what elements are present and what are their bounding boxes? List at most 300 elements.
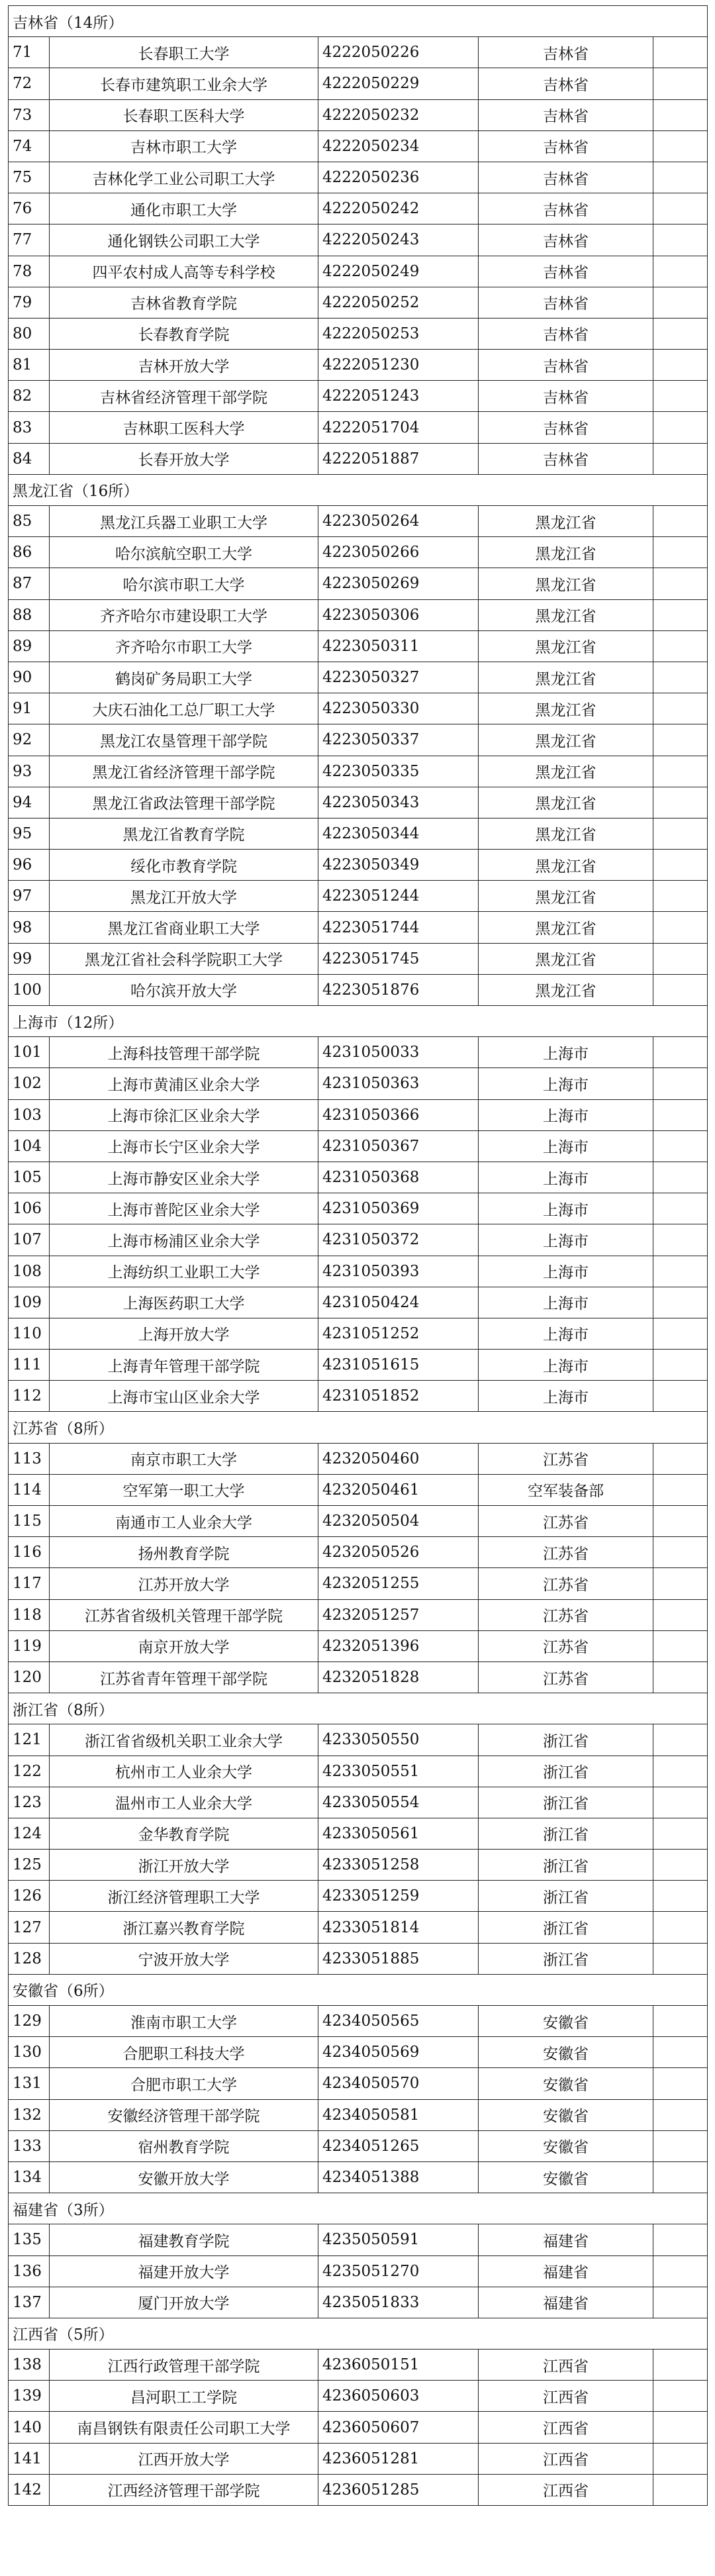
institution-code-cell: 4232051396 xyxy=(318,1630,479,1661)
region-cell: 黑龙江省 xyxy=(479,881,653,912)
table-row xyxy=(9,693,708,724)
row-number-cell: 100 xyxy=(9,974,50,1005)
region-cell: 安徽省 xyxy=(479,2037,653,2068)
note-cell xyxy=(653,1912,708,1943)
institution-code-cell: 4231051852 xyxy=(318,1381,479,1412)
note-cell xyxy=(653,2255,708,2287)
institution-code-cell: 4222050232 xyxy=(318,99,479,130)
institution-code-cell: 4231050372 xyxy=(318,1224,479,1256)
table-row xyxy=(9,1287,708,1318)
table-row xyxy=(9,1630,708,1661)
institution-name-cell: 江西行政管理干部学院 xyxy=(50,2350,318,2381)
row-number-cell: 128 xyxy=(9,1943,50,1974)
table-row xyxy=(9,662,708,693)
region-cell: 吉林省 xyxy=(479,318,653,349)
institution-code-cell: 4222050226 xyxy=(318,37,479,68)
note-cell xyxy=(653,1630,708,1661)
section-title: 浙江省（8所） xyxy=(9,1693,708,1724)
institution-name-cell: 江西开放大学 xyxy=(50,2443,318,2474)
row-number-cell: 115 xyxy=(9,1506,50,1537)
region-cell: 浙江省 xyxy=(479,1850,653,1881)
table-row xyxy=(9,1912,708,1943)
institution-code-cell: 4222050249 xyxy=(318,256,479,287)
region-cell: 浙江省 xyxy=(479,1943,653,1974)
note-cell xyxy=(653,2350,708,2381)
row-number-cell: 83 xyxy=(9,412,50,443)
region-cell: 江西省 xyxy=(479,2443,653,2474)
institution-code-cell: 4231050366 xyxy=(318,1099,479,1130)
row-number-cell: 126 xyxy=(9,1881,50,1912)
institution-code-cell: 4223050311 xyxy=(318,630,479,662)
row-number-cell: 120 xyxy=(9,1661,50,1693)
note-cell xyxy=(653,193,708,224)
institution-code-cell: 4234051265 xyxy=(318,2130,479,2161)
table-row xyxy=(9,850,708,881)
region-cell: 黑龙江省 xyxy=(479,599,653,630)
row-number-cell: 82 xyxy=(9,381,50,412)
table-row xyxy=(9,506,708,537)
institution-code-cell: 4223050337 xyxy=(318,724,479,756)
institution-name-cell: 厦门开放大学 xyxy=(50,2287,318,2318)
table-row xyxy=(9,318,708,349)
row-number-cell: 134 xyxy=(9,2161,50,2193)
row-number-cell: 132 xyxy=(9,2099,50,2130)
section-title: 安徽省（6所） xyxy=(9,1974,708,2005)
institution-code-cell: 4231050424 xyxy=(318,1287,479,1318)
table-row xyxy=(9,256,708,287)
row-number-cell: 123 xyxy=(9,1787,50,1818)
row-number-cell: 79 xyxy=(9,287,50,318)
note-cell xyxy=(653,1099,708,1130)
table-row xyxy=(9,2068,708,2099)
table-row xyxy=(9,2412,708,2443)
region-cell: 安徽省 xyxy=(479,2130,653,2161)
region-cell: 吉林省 xyxy=(479,37,653,68)
institution-name-cell: 长春教育学院 xyxy=(50,318,318,349)
region-cell: 浙江省 xyxy=(479,1912,653,1943)
institution-name-cell: 宁波开放大学 xyxy=(50,1943,318,1974)
institution-code-cell: 4222050252 xyxy=(318,287,479,318)
region-cell: 上海市 xyxy=(479,1287,653,1318)
region-cell: 吉林省 xyxy=(479,443,653,474)
note-cell xyxy=(653,224,708,256)
region-cell: 黑龙江省 xyxy=(479,537,653,568)
institution-name-cell: 哈尔滨航空职工大学 xyxy=(50,537,318,568)
note-cell xyxy=(653,256,708,287)
region-cell: 福建省 xyxy=(479,2224,653,2255)
institution-name-cell: 杭州市工人业余大学 xyxy=(50,1756,318,1787)
note-cell xyxy=(653,443,708,474)
note-cell xyxy=(653,1193,708,1224)
row-number-cell: 81 xyxy=(9,350,50,381)
institution-name-cell: 上海青年管理干部学院 xyxy=(50,1350,318,1381)
note-cell xyxy=(653,756,708,787)
row-number-cell: 113 xyxy=(9,1443,50,1474)
note-cell xyxy=(653,850,708,881)
region-cell: 浙江省 xyxy=(479,1787,653,1818)
row-number-cell: 94 xyxy=(9,787,50,818)
region-cell: 黑龙江省 xyxy=(479,912,653,943)
row-number-cell: 106 xyxy=(9,1193,50,1224)
institution-name-cell: 长春开放大学 xyxy=(50,443,318,474)
row-number-cell: 72 xyxy=(9,68,50,99)
table-row xyxy=(9,1787,708,1818)
institution-code-cell: 4231050368 xyxy=(318,1162,479,1193)
row-number-cell: 74 xyxy=(9,130,50,162)
region-cell: 上海市 xyxy=(479,1318,653,1349)
region-cell: 吉林省 xyxy=(479,381,653,412)
row-number-cell: 129 xyxy=(9,2006,50,2037)
institution-code-cell: 4223050330 xyxy=(318,693,479,724)
section-header-row xyxy=(9,2318,708,2349)
note-cell xyxy=(653,2006,708,2037)
institution-name-cell: 上海市徐汇区业余大学 xyxy=(50,1099,318,1130)
institution-code-cell: 4232051257 xyxy=(318,1599,479,1630)
region-cell: 吉林省 xyxy=(479,224,653,256)
note-cell xyxy=(653,350,708,381)
note-cell xyxy=(653,1350,708,1381)
institution-name-cell: 上海市静安区业余大学 xyxy=(50,1162,318,1193)
institution-name-cell: 福建教育学院 xyxy=(50,2224,318,2255)
table-row xyxy=(9,2381,708,2412)
institution-code-cell: 4222050229 xyxy=(318,68,479,99)
region-cell: 黑龙江省 xyxy=(479,662,653,693)
region-cell: 上海市 xyxy=(479,1381,653,1412)
row-number-cell: 110 xyxy=(9,1318,50,1349)
institution-code-cell: 4223051744 xyxy=(318,912,479,943)
row-number-cell: 84 xyxy=(9,443,50,474)
table-row xyxy=(9,287,708,318)
institution-code-cell: 4223050306 xyxy=(318,599,479,630)
institution-code-cell: 4233050554 xyxy=(318,1787,479,1818)
region-cell: 吉林省 xyxy=(479,162,653,193)
region-cell: 江西省 xyxy=(479,2474,653,2505)
institution-code-cell: 4222050243 xyxy=(318,224,479,256)
note-cell xyxy=(653,662,708,693)
table-row xyxy=(9,1224,708,1256)
institution-name-cell: 扬州教育学院 xyxy=(50,1537,318,1568)
institution-name-cell: 江苏省省级机关管理干部学院 xyxy=(50,1599,318,1630)
table-row xyxy=(9,1943,708,1974)
institution-code-cell: 4232051828 xyxy=(318,1661,479,1693)
institution-code-cell: 4232050504 xyxy=(318,1506,479,1537)
institution-name-cell: 吉林市职工大学 xyxy=(50,130,318,162)
note-cell xyxy=(653,1787,708,1818)
institution-code-cell: 4233050550 xyxy=(318,1724,479,1756)
note-cell xyxy=(653,1724,708,1756)
region-cell: 黑龙江省 xyxy=(479,787,653,818)
table-row xyxy=(9,130,708,162)
institution-code-cell: 4233051814 xyxy=(318,1912,479,1943)
note-cell xyxy=(653,2099,708,2130)
row-number-cell: 102 xyxy=(9,1068,50,1099)
row-number-cell: 93 xyxy=(9,756,50,787)
row-number-cell: 80 xyxy=(9,318,50,349)
section-header-row xyxy=(9,1693,708,1724)
note-cell xyxy=(653,506,708,537)
region-cell: 浙江省 xyxy=(479,1818,653,1849)
row-number-cell: 77 xyxy=(9,224,50,256)
row-number-cell: 136 xyxy=(9,2255,50,2287)
institution-name-cell: 宿州教育学院 xyxy=(50,2130,318,2161)
region-cell: 福建省 xyxy=(479,2287,653,2318)
table-row xyxy=(9,2130,708,2161)
table-row xyxy=(9,2037,708,2068)
region-cell: 安徽省 xyxy=(479,2099,653,2130)
region-cell: 安徽省 xyxy=(479,2068,653,2099)
region-cell: 上海市 xyxy=(479,1350,653,1381)
region-cell: 黑龙江省 xyxy=(479,568,653,599)
institution-name-cell: 福建开放大学 xyxy=(50,2255,318,2287)
institution-name-cell: 上海市长宁区业余大学 xyxy=(50,1130,318,1162)
row-number-cell: 117 xyxy=(9,1568,50,1599)
institution-code-cell: 4222050242 xyxy=(318,193,479,224)
note-cell xyxy=(653,1881,708,1912)
institution-name-cell: 上海医药职工大学 xyxy=(50,1287,318,1318)
note-cell xyxy=(653,2130,708,2161)
table-row xyxy=(9,2350,708,2381)
row-number-cell: 73 xyxy=(9,99,50,130)
institution-name-cell: 四平农村成人高等专科学校 xyxy=(50,256,318,287)
institution-code-cell: 4223050343 xyxy=(318,787,479,818)
row-number-cell: 127 xyxy=(9,1912,50,1943)
institution-code-cell: 4233051258 xyxy=(318,1850,479,1881)
note-cell xyxy=(653,1068,708,1099)
table-row xyxy=(9,1568,708,1599)
row-number-cell: 107 xyxy=(9,1224,50,1256)
institution-code-cell: 4231050363 xyxy=(318,1068,479,1099)
region-cell: 吉林省 xyxy=(479,99,653,130)
institution-name-cell: 黑龙江省商业职工大学 xyxy=(50,912,318,943)
section-title: 福建省（3所） xyxy=(9,2193,708,2224)
row-number-cell: 116 xyxy=(9,1537,50,1568)
table-row xyxy=(9,224,708,256)
region-cell: 黑龙江省 xyxy=(479,724,653,756)
table-row xyxy=(9,537,708,568)
row-number-cell: 130 xyxy=(9,2037,50,2068)
institution-code-cell: 4222050236 xyxy=(318,162,479,193)
section-title: 黑龙江省（16所） xyxy=(9,474,708,505)
institution-name-cell: 黑龙江省社会科学院职工大学 xyxy=(50,943,318,974)
row-number-cell: 108 xyxy=(9,1256,50,1287)
table-row xyxy=(9,162,708,193)
table-row xyxy=(9,1381,708,1412)
table-row xyxy=(9,1506,708,1537)
row-number-cell: 97 xyxy=(9,881,50,912)
row-number-cell: 109 xyxy=(9,1287,50,1318)
table-row xyxy=(9,1037,708,1068)
table-row xyxy=(9,568,708,599)
section-header-row xyxy=(9,474,708,505)
section-header-row xyxy=(9,1006,708,1037)
region-cell: 江苏省 xyxy=(479,1537,653,1568)
region-cell: 江西省 xyxy=(479,2350,653,2381)
institution-code-cell: 4235051833 xyxy=(318,2287,479,2318)
institution-code-cell: 4232050460 xyxy=(318,1443,479,1474)
region-cell: 上海市 xyxy=(479,1224,653,1256)
section-header-row xyxy=(9,1974,708,2005)
institution-code-cell: 4234050570 xyxy=(318,2068,479,2099)
note-cell xyxy=(653,1537,708,1568)
row-number-cell: 78 xyxy=(9,256,50,287)
table-row xyxy=(9,1443,708,1474)
table-row xyxy=(9,350,708,381)
region-cell: 吉林省 xyxy=(479,256,653,287)
region-cell: 安徽省 xyxy=(479,2161,653,2193)
institution-name-cell: 黑龙江开放大学 xyxy=(50,881,318,912)
institution-code-cell: 4233051259 xyxy=(318,1881,479,1912)
table-row xyxy=(9,99,708,130)
institution-code-cell: 4232050461 xyxy=(318,1474,479,1505)
institution-name-cell: 昌河职工工学院 xyxy=(50,2381,318,2412)
institution-name-cell: 安徽经济管理干部学院 xyxy=(50,2099,318,2130)
table-row xyxy=(9,193,708,224)
institution-name-cell: 黑龙江农垦管理干部学院 xyxy=(50,724,318,756)
institution-code-cell: 4222050253 xyxy=(318,318,479,349)
institution-name-cell: 黑龙江省政法管理干部学院 xyxy=(50,787,318,818)
note-cell xyxy=(653,1850,708,1881)
institution-name-cell: 绥化市教育学院 xyxy=(50,850,318,881)
note-cell xyxy=(653,693,708,724)
note-cell xyxy=(653,1318,708,1349)
region-cell: 江西省 xyxy=(479,2412,653,2443)
section-header-row xyxy=(9,1412,708,1443)
institution-code-cell: 4231050369 xyxy=(318,1193,479,1224)
table-row xyxy=(9,1130,708,1162)
note-cell xyxy=(653,162,708,193)
table-row xyxy=(9,974,708,1005)
row-number-cell: 85 xyxy=(9,506,50,537)
institution-code-cell: 4233050551 xyxy=(318,1756,479,1787)
institution-name-cell: 通化市职工大学 xyxy=(50,193,318,224)
table-row xyxy=(9,943,708,974)
institution-code-cell: 4234050569 xyxy=(318,2037,479,2068)
institution-code-cell: 4223050344 xyxy=(318,818,479,849)
institution-name-cell: 浙江嘉兴教育学院 xyxy=(50,1912,318,1943)
table-row xyxy=(9,2006,708,2037)
table-row xyxy=(9,818,708,849)
institution-name-cell: 南通市工人业余大学 xyxy=(50,1506,318,1537)
note-cell xyxy=(653,1661,708,1693)
row-number-cell: 88 xyxy=(9,599,50,630)
institution-name-cell: 江苏省青年管理干部学院 xyxy=(50,1661,318,1693)
note-cell xyxy=(653,2287,708,2318)
institution-name-cell: 黑龙江省教育学院 xyxy=(50,818,318,849)
institution-table xyxy=(8,5,708,2506)
institution-code-cell: 4234050581 xyxy=(318,2099,479,2130)
region-cell: 黑龙江省 xyxy=(479,818,653,849)
region-cell: 黑龙江省 xyxy=(479,850,653,881)
table-row xyxy=(9,1256,708,1287)
table-row xyxy=(9,2443,708,2474)
institution-code-cell: 4232051255 xyxy=(318,1568,479,1599)
institution-name-cell: 上海市黄浦区业余大学 xyxy=(50,1068,318,1099)
table-row xyxy=(9,1537,708,1568)
institution-code-cell: 4223051244 xyxy=(318,881,479,912)
note-cell xyxy=(653,1568,708,1599)
table-row xyxy=(9,1881,708,1912)
section-header-row xyxy=(9,2193,708,2224)
institution-code-cell: 4231050367 xyxy=(318,1130,479,1162)
institution-name-cell: 淮南市职工大学 xyxy=(50,2006,318,2037)
region-cell: 黑龙江省 xyxy=(479,974,653,1005)
row-number-cell: 141 xyxy=(9,2443,50,2474)
note-cell xyxy=(653,1130,708,1162)
row-number-cell: 86 xyxy=(9,537,50,568)
table-row xyxy=(9,1162,708,1193)
institution-code-cell: 4235051270 xyxy=(318,2255,479,2287)
note-cell xyxy=(653,1287,708,1318)
section-title: 吉林省（14所） xyxy=(9,6,708,37)
table-row xyxy=(9,2255,708,2287)
institution-name-cell: 安徽开放大学 xyxy=(50,2161,318,2193)
region-cell: 黑龙江省 xyxy=(479,630,653,662)
institution-name-cell: 浙江经济管理职工大学 xyxy=(50,1881,318,1912)
table-row xyxy=(9,1599,708,1630)
institution-name-cell: 南昌钢铁有限责任公司职工大学 xyxy=(50,2412,318,2443)
row-number-cell: 90 xyxy=(9,662,50,693)
institution-name-cell: 通化钢铁公司职工大学 xyxy=(50,224,318,256)
institution-name-cell: 合肥市职工大学 xyxy=(50,2068,318,2099)
table-row xyxy=(9,756,708,787)
institution-code-cell: 4236050607 xyxy=(318,2412,479,2443)
section-title: 江苏省（8所） xyxy=(9,1412,708,1443)
row-number-cell: 118 xyxy=(9,1599,50,1630)
note-cell xyxy=(653,1599,708,1630)
note-cell xyxy=(653,1037,708,1068)
row-number-cell: 142 xyxy=(9,2474,50,2505)
institution-name-cell: 吉林职工医科大学 xyxy=(50,412,318,443)
table-row xyxy=(9,1661,708,1693)
note-cell xyxy=(653,787,708,818)
row-number-cell: 111 xyxy=(9,1350,50,1381)
table-row xyxy=(9,1818,708,1849)
row-number-cell: 92 xyxy=(9,724,50,756)
region-cell: 上海市 xyxy=(479,1068,653,1099)
row-number-cell: 87 xyxy=(9,568,50,599)
institution-code-cell: 4222051230 xyxy=(318,350,479,381)
table-row xyxy=(9,2099,708,2130)
row-number-cell: 71 xyxy=(9,37,50,68)
table-row xyxy=(9,881,708,912)
institution-name-cell: 齐齐哈尔市建设职工大学 xyxy=(50,599,318,630)
table-row xyxy=(9,37,708,68)
note-cell xyxy=(653,1474,708,1505)
table-row xyxy=(9,2287,708,2318)
institution-name-cell: 鹤岗矿务局职工大学 xyxy=(50,662,318,693)
row-number-cell: 119 xyxy=(9,1630,50,1661)
table-row xyxy=(9,2224,708,2255)
row-number-cell: 104 xyxy=(9,1130,50,1162)
row-number-cell: 76 xyxy=(9,193,50,224)
note-cell xyxy=(653,2161,708,2193)
note-cell xyxy=(653,1756,708,1787)
institution-name-cell: 上海科技管理干部学院 xyxy=(50,1037,318,1068)
region-cell: 上海市 xyxy=(479,1130,653,1162)
note-cell xyxy=(653,2037,708,2068)
row-number-cell: 140 xyxy=(9,2412,50,2443)
region-cell: 江苏省 xyxy=(479,1599,653,1630)
row-number-cell: 114 xyxy=(9,1474,50,1505)
institution-name-cell: 黑龙江兵器工业职工大学 xyxy=(50,506,318,537)
institution-code-cell: 4223051876 xyxy=(318,974,479,1005)
note-cell xyxy=(653,412,708,443)
note-cell xyxy=(653,1256,708,1287)
institution-name-cell: 上海开放大学 xyxy=(50,1318,318,1349)
institution-code-cell: 4223050269 xyxy=(318,568,479,599)
region-cell: 黑龙江省 xyxy=(479,756,653,787)
row-number-cell: 131 xyxy=(9,2068,50,2099)
